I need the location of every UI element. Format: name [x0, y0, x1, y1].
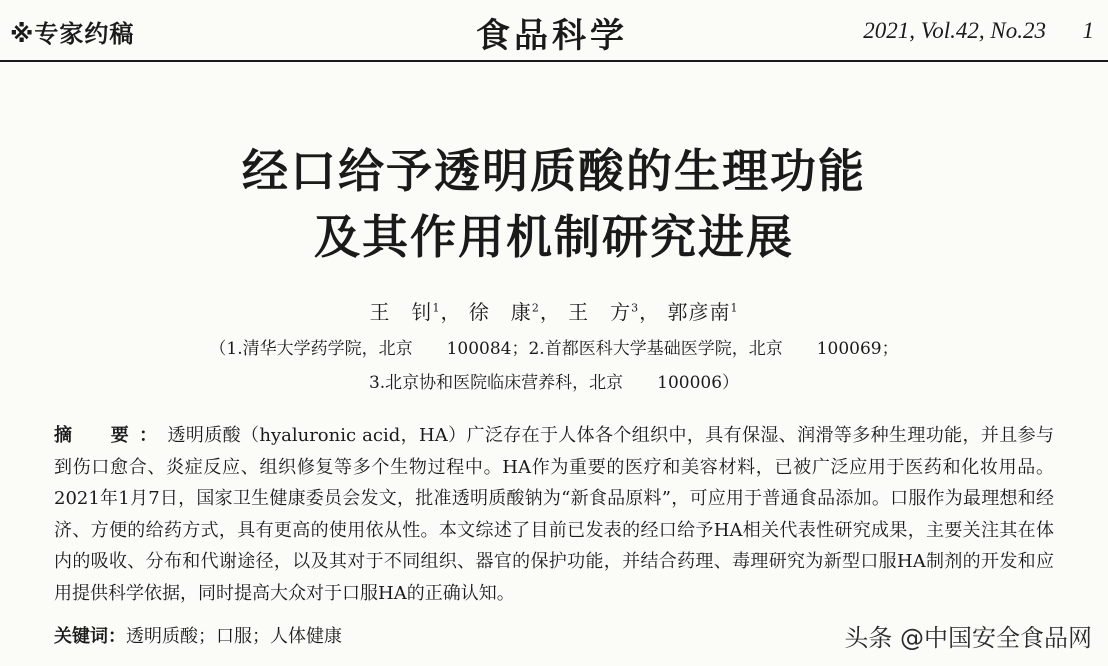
keywords: [54, 622, 342, 648]
author: [668, 300, 739, 324]
author-name: 郭彦南: [667, 300, 731, 324]
article-title: [0, 138, 1108, 270]
author-affiliation-mark: 1: [432, 301, 441, 315]
author-affiliation-mark: 2: [531, 301, 540, 315]
affiliation-line-2: 3.北京协和医院临床营养科，北京 100006）: [368, 373, 740, 393]
header-rule: [0, 60, 1108, 62]
author-name: 王 钊: [369, 300, 433, 324]
author: [469, 300, 540, 324]
abstract: [54, 420, 1054, 609]
author: [568, 300, 639, 324]
author-list: 王 钊$^1$， 徐 康$^2$， 王 方$^3$， 郭彦南$^1$: [369, 300, 739, 324]
page-header: [0, 0, 1108, 64]
journal-name: 食品科学: [476, 16, 628, 56]
title-line-2: 及其作用机制研究进展: [314, 210, 794, 264]
author: [369, 300, 440, 324]
issue-info: 2021, Vol.42, No.23: [863, 18, 1046, 43]
watermark: 头条 @中国安全食品网: [844, 624, 1092, 652]
author-affiliation-mark: 1: [730, 301, 739, 315]
affiliation-line-1: （1.清华大学药学院，北京 100084；2.首都医科大学基础医学院，北京 100069；: [209, 339, 899, 359]
abstract-text: 透明质酸（hyaluronic acid，HA）广泛存在于人体各个组织中，具有保湿、润滑等多种生理功能，并且参与到伤口愈合、炎症反应、组织修复等多个生物过程中。HA作为重要的医疗和美容材料，已被广泛应用于医药和化妆用品。2021年1月7日，国家卫生健康委员会发文，批准透明质酸钠为“新食品原料”，可应用于普通食品添加。口服作为最理想和经济、方便的给药方式，具有更高的使用依从性。本文综述了目前已发表的经口给予HA相关代表性研究成果，主要关注其在体内的吸收、分布和代谢途径，以及其对于不同组织、器官的保护功能，并结合药理、毒理研究为新型口服HA制剂的开发和应用提供科学依据，同时提高大众对于口服HA的正确认知。: [54, 425, 1054, 604]
abstract-label: 摘 要：: [54, 425, 168, 446]
title-line-1: 经口给予透明质酸的生理功能: [242, 144, 866, 198]
page-number: 1: [1082, 18, 1094, 43]
keywords-label: 关键词：: [54, 626, 126, 647]
author-name: 徐 康: [468, 300, 532, 324]
affiliations: [0, 332, 1108, 400]
author-name: 王 方: [568, 300, 632, 324]
column-tag: ※专家约稿: [10, 20, 135, 48]
author-affiliation-mark: 3: [631, 301, 640, 315]
keywords-text: 透明质酸；口服；人体健康: [126, 626, 342, 647]
